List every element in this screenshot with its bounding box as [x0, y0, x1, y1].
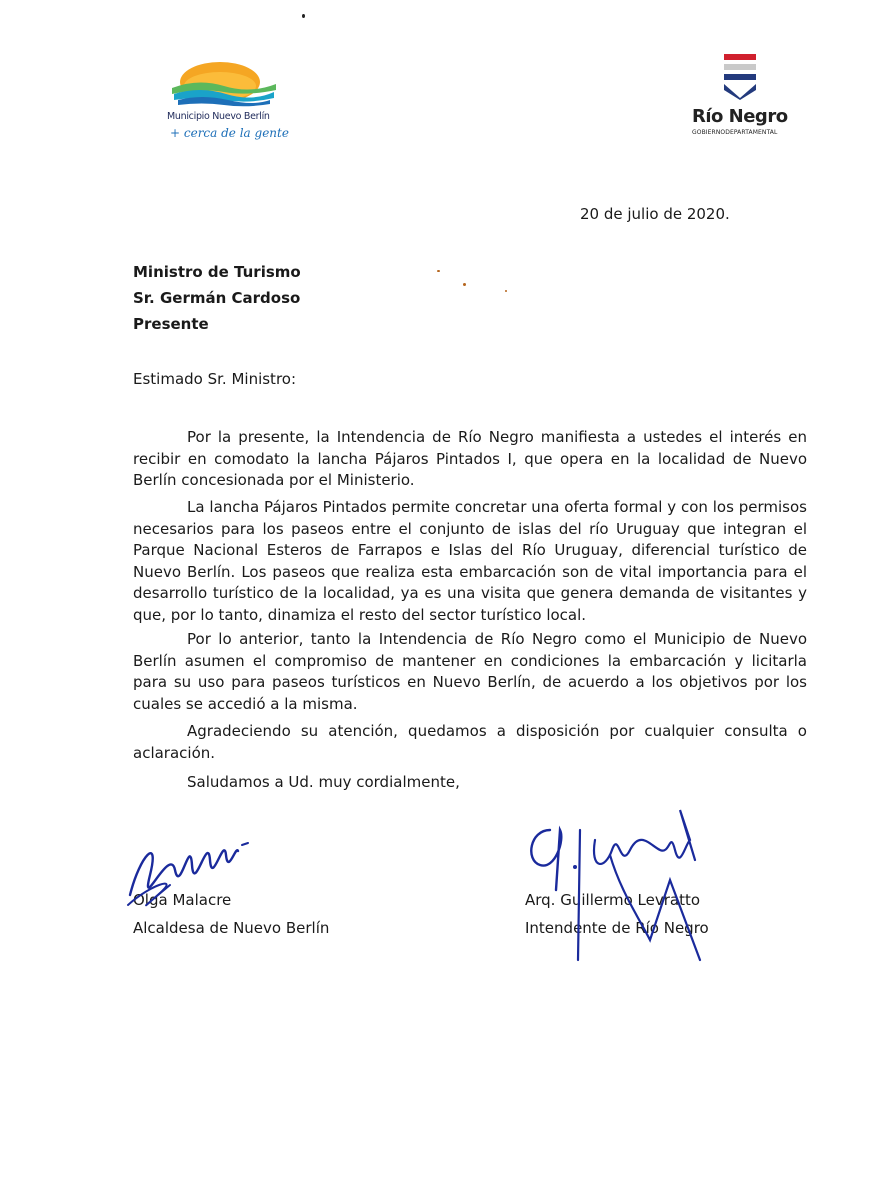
- scan-speck: [437, 270, 440, 272]
- left-signature-scribble: [120, 815, 260, 915]
- rio-negro-emblem-icon: [722, 52, 758, 100]
- scan-speck: [302, 14, 305, 18]
- municipio-slogan: + cerca de la gente: [170, 126, 289, 140]
- paragraph-4: Agradeciendo su atención, quedamos a disposición por cualquier consulta o aclaración.: [133, 722, 807, 762]
- recipient-presente: Presente: [133, 315, 209, 333]
- right-signature-scribble: [520, 800, 720, 965]
- letter-date: 20 de julio de 2020.: [580, 205, 730, 223]
- closing-line: Saludamos a Ud. muy cordialmente,: [187, 773, 460, 791]
- scan-speck: [505, 290, 507, 292]
- left-signatory-name: Olga Malacre: [133, 891, 232, 909]
- right-signatory-title: Intendente de Río Negro: [525, 919, 709, 937]
- recipient-name: Sr. Germán Cardoso: [133, 289, 301, 307]
- municipio-logo: [160, 56, 290, 146]
- paragraph-3: Por lo anterior, tanto la Intendencia de Río Negro como el Municipio de Nuevo Berlín asumen el compromiso de mantener en condiciones la embarcación y licitarla para su uso para paseos turísticos en Nuevo Berlín, de acuerdo a los objetivos por los cuales se accedió a la misma.: [133, 630, 807, 713]
- rio-negro-logo: [690, 52, 800, 142]
- sun-wave-icon: [168, 56, 278, 108]
- rio-negro-name: Río Negro: [692, 106, 788, 127]
- rio-negro-subtitle: GOBIERNODEPARTAMENTAL: [692, 129, 778, 136]
- recipient-title: Ministro de Turismo: [133, 263, 301, 281]
- scan-speck: [463, 283, 466, 286]
- paragraph-1: Por la presente, la Intendencia de Río Negro manifiesta a ustedes el interés en recibir en comodato la lancha Pájaros Pintados I, que opera en la localidad de Nuevo Berlín concesionada por el Ministerio.: [133, 428, 807, 489]
- greeting: Estimado Sr. Ministro:: [133, 370, 297, 388]
- right-signatory-name: Arq. Guillermo Levratto: [525, 891, 701, 909]
- municipio-name: Municipio Nuevo Berlín: [167, 111, 270, 122]
- paragraph-2: La lancha Pájaros Pintados permite concretar una oferta formal y con los permisos necesarios para los paseos entre el conjunto de islas del río Uruguay que integran el Parque Nacional Esteros de Farrapos e Islas del Río Uruguay, diferencial turístico de Nuevo Berlín. Los paseos que realiza esta embarcación son de vital importancia para el desarrollo turístico de la localidad, ya es una visita que genera demanda de visitantes y que, por lo tanto, dinamiza el resto del sector turístico local.: [133, 498, 807, 624]
- left-signatory-title: Alcaldesa de Nuevo Berlín: [133, 919, 330, 937]
